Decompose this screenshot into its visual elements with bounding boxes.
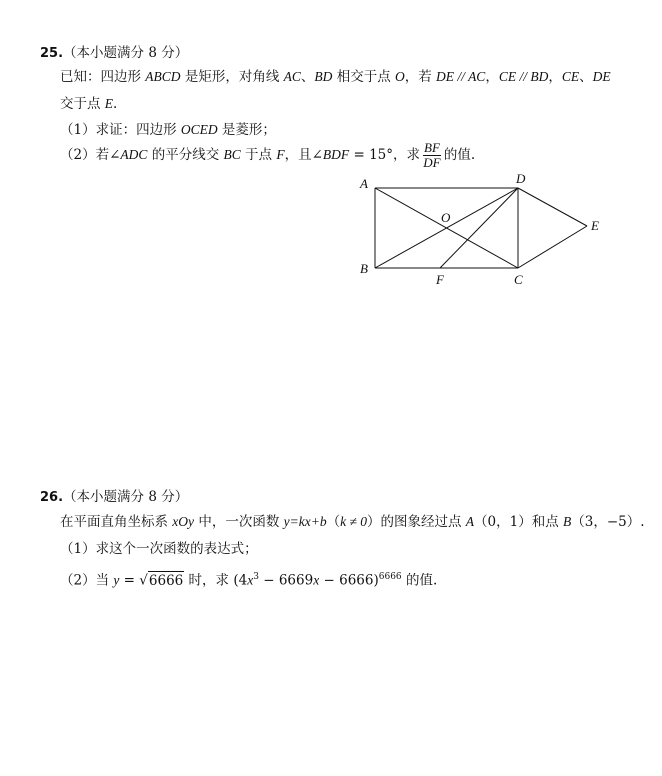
text: 交于点 xyxy=(60,96,105,112)
var-bd: BD xyxy=(314,69,333,84)
text: 中，一次函数 xyxy=(194,514,284,530)
text: 是菱形； xyxy=(217,122,276,138)
text: 已知：四边形 xyxy=(60,69,146,85)
label-f: F xyxy=(436,272,444,287)
text: ）的图象经过点 xyxy=(366,514,466,530)
var-de: DE xyxy=(592,69,611,84)
point-b: B xyxy=(563,514,572,529)
segment-ce xyxy=(518,226,587,268)
var-abcd: ABCD xyxy=(145,69,181,84)
text: 在平面直角坐标系 xyxy=(60,514,173,530)
text: = xyxy=(119,572,140,589)
segment-df xyxy=(440,188,518,268)
q26-heading xyxy=(40,488,188,507)
var-ce: CE xyxy=(561,69,580,84)
label-c: C xyxy=(514,272,523,287)
exponent: 3 xyxy=(253,572,259,582)
text: 、 xyxy=(579,69,593,85)
var-x: x xyxy=(313,572,320,588)
q26-header: （本小题满分 8 分） xyxy=(63,489,189,505)
var-x: x xyxy=(247,572,254,588)
text: 相交于点 xyxy=(332,69,395,85)
part-label: （1） xyxy=(60,122,96,138)
q26-statement xyxy=(60,513,645,531)
text: ，若 xyxy=(404,69,437,85)
var-ac: AC xyxy=(468,69,486,84)
var-bdf: BDF xyxy=(322,147,350,162)
text: 是矩形，对角线 xyxy=(180,69,284,85)
text: 求这个一次函数的表达式； xyxy=(95,541,258,557)
q25-statement-line2 xyxy=(60,95,117,113)
function-expression: y=kx+b xyxy=(283,514,327,529)
text: （ xyxy=(326,514,341,530)
part-label: （2） xyxy=(60,572,96,589)
point-b-coordinates: （3，−5） xyxy=(571,514,641,530)
sqrt-value: 6666 xyxy=(148,572,184,589)
q25-part1 xyxy=(60,121,276,139)
q25-part2 xyxy=(60,140,475,170)
text: = 15°，求 xyxy=(349,147,420,163)
var-y: y xyxy=(113,572,120,588)
label-a: A xyxy=(360,176,368,191)
segment-de xyxy=(518,188,587,226)
text: 的值. xyxy=(443,147,476,163)
text: 当 xyxy=(95,572,114,589)
var-ac: AC xyxy=(283,69,301,84)
label-e: E xyxy=(591,218,599,233)
q25-statement-line1 xyxy=(60,68,611,86)
text: 若∠ xyxy=(95,147,121,163)
var-de: DE xyxy=(436,69,455,84)
fraction-numerator: BF xyxy=(424,140,440,155)
q26-part1 xyxy=(60,540,258,558)
text: . xyxy=(640,514,645,530)
text: 的值. xyxy=(401,572,438,589)
text: 于点 xyxy=(240,147,277,163)
expr-part: − 6669 xyxy=(258,572,314,589)
text: 、 xyxy=(300,69,315,85)
var-oced: OCED xyxy=(180,122,218,137)
expr-part: (4 xyxy=(233,572,248,589)
var-bd: BD xyxy=(530,69,549,84)
label-d: D xyxy=(516,171,526,186)
part-label: （2） xyxy=(60,147,96,163)
point-a-coordinates: （0，1） xyxy=(474,514,532,530)
var-adc: ADC xyxy=(120,147,148,162)
point-a: A xyxy=(465,514,475,529)
fraction-bf-df xyxy=(423,141,441,170)
label-o: O xyxy=(441,210,451,225)
parallel-symbol: // xyxy=(516,69,531,84)
q26-number: 26. xyxy=(40,490,64,505)
text: . xyxy=(113,96,118,112)
part-label: （1） xyxy=(60,541,96,557)
expr-part: − 6666) xyxy=(319,572,379,589)
fraction-denominator: DF xyxy=(423,155,441,170)
q25-header: （本小题满分 8 分） xyxy=(63,45,189,61)
text: ， xyxy=(548,69,562,85)
text: ， xyxy=(485,69,499,85)
radical-sign: √ xyxy=(139,572,148,589)
text: 和点 xyxy=(531,514,564,530)
parallel-symbol: // xyxy=(454,69,469,84)
label-b: B xyxy=(360,261,368,276)
var-xoy: xOy xyxy=(172,514,195,529)
var-f: F xyxy=(276,147,285,162)
text: ，且∠ xyxy=(284,147,323,163)
text: 的平分线交 xyxy=(147,147,224,163)
condition-k: k ≠ 0 xyxy=(340,514,367,529)
q26-part2 xyxy=(60,568,437,590)
q25-heading xyxy=(40,44,188,63)
exponent: 6666 xyxy=(378,572,402,582)
var-e: E xyxy=(104,96,114,111)
text: 时，求 xyxy=(184,572,234,589)
var-ce: CE xyxy=(498,69,517,84)
geometry-figure xyxy=(350,170,610,290)
text: 求证：四边形 xyxy=(95,122,181,138)
q25-number: 25. xyxy=(40,46,64,61)
var-bc: BC xyxy=(223,147,241,162)
var-o: O xyxy=(395,69,405,84)
